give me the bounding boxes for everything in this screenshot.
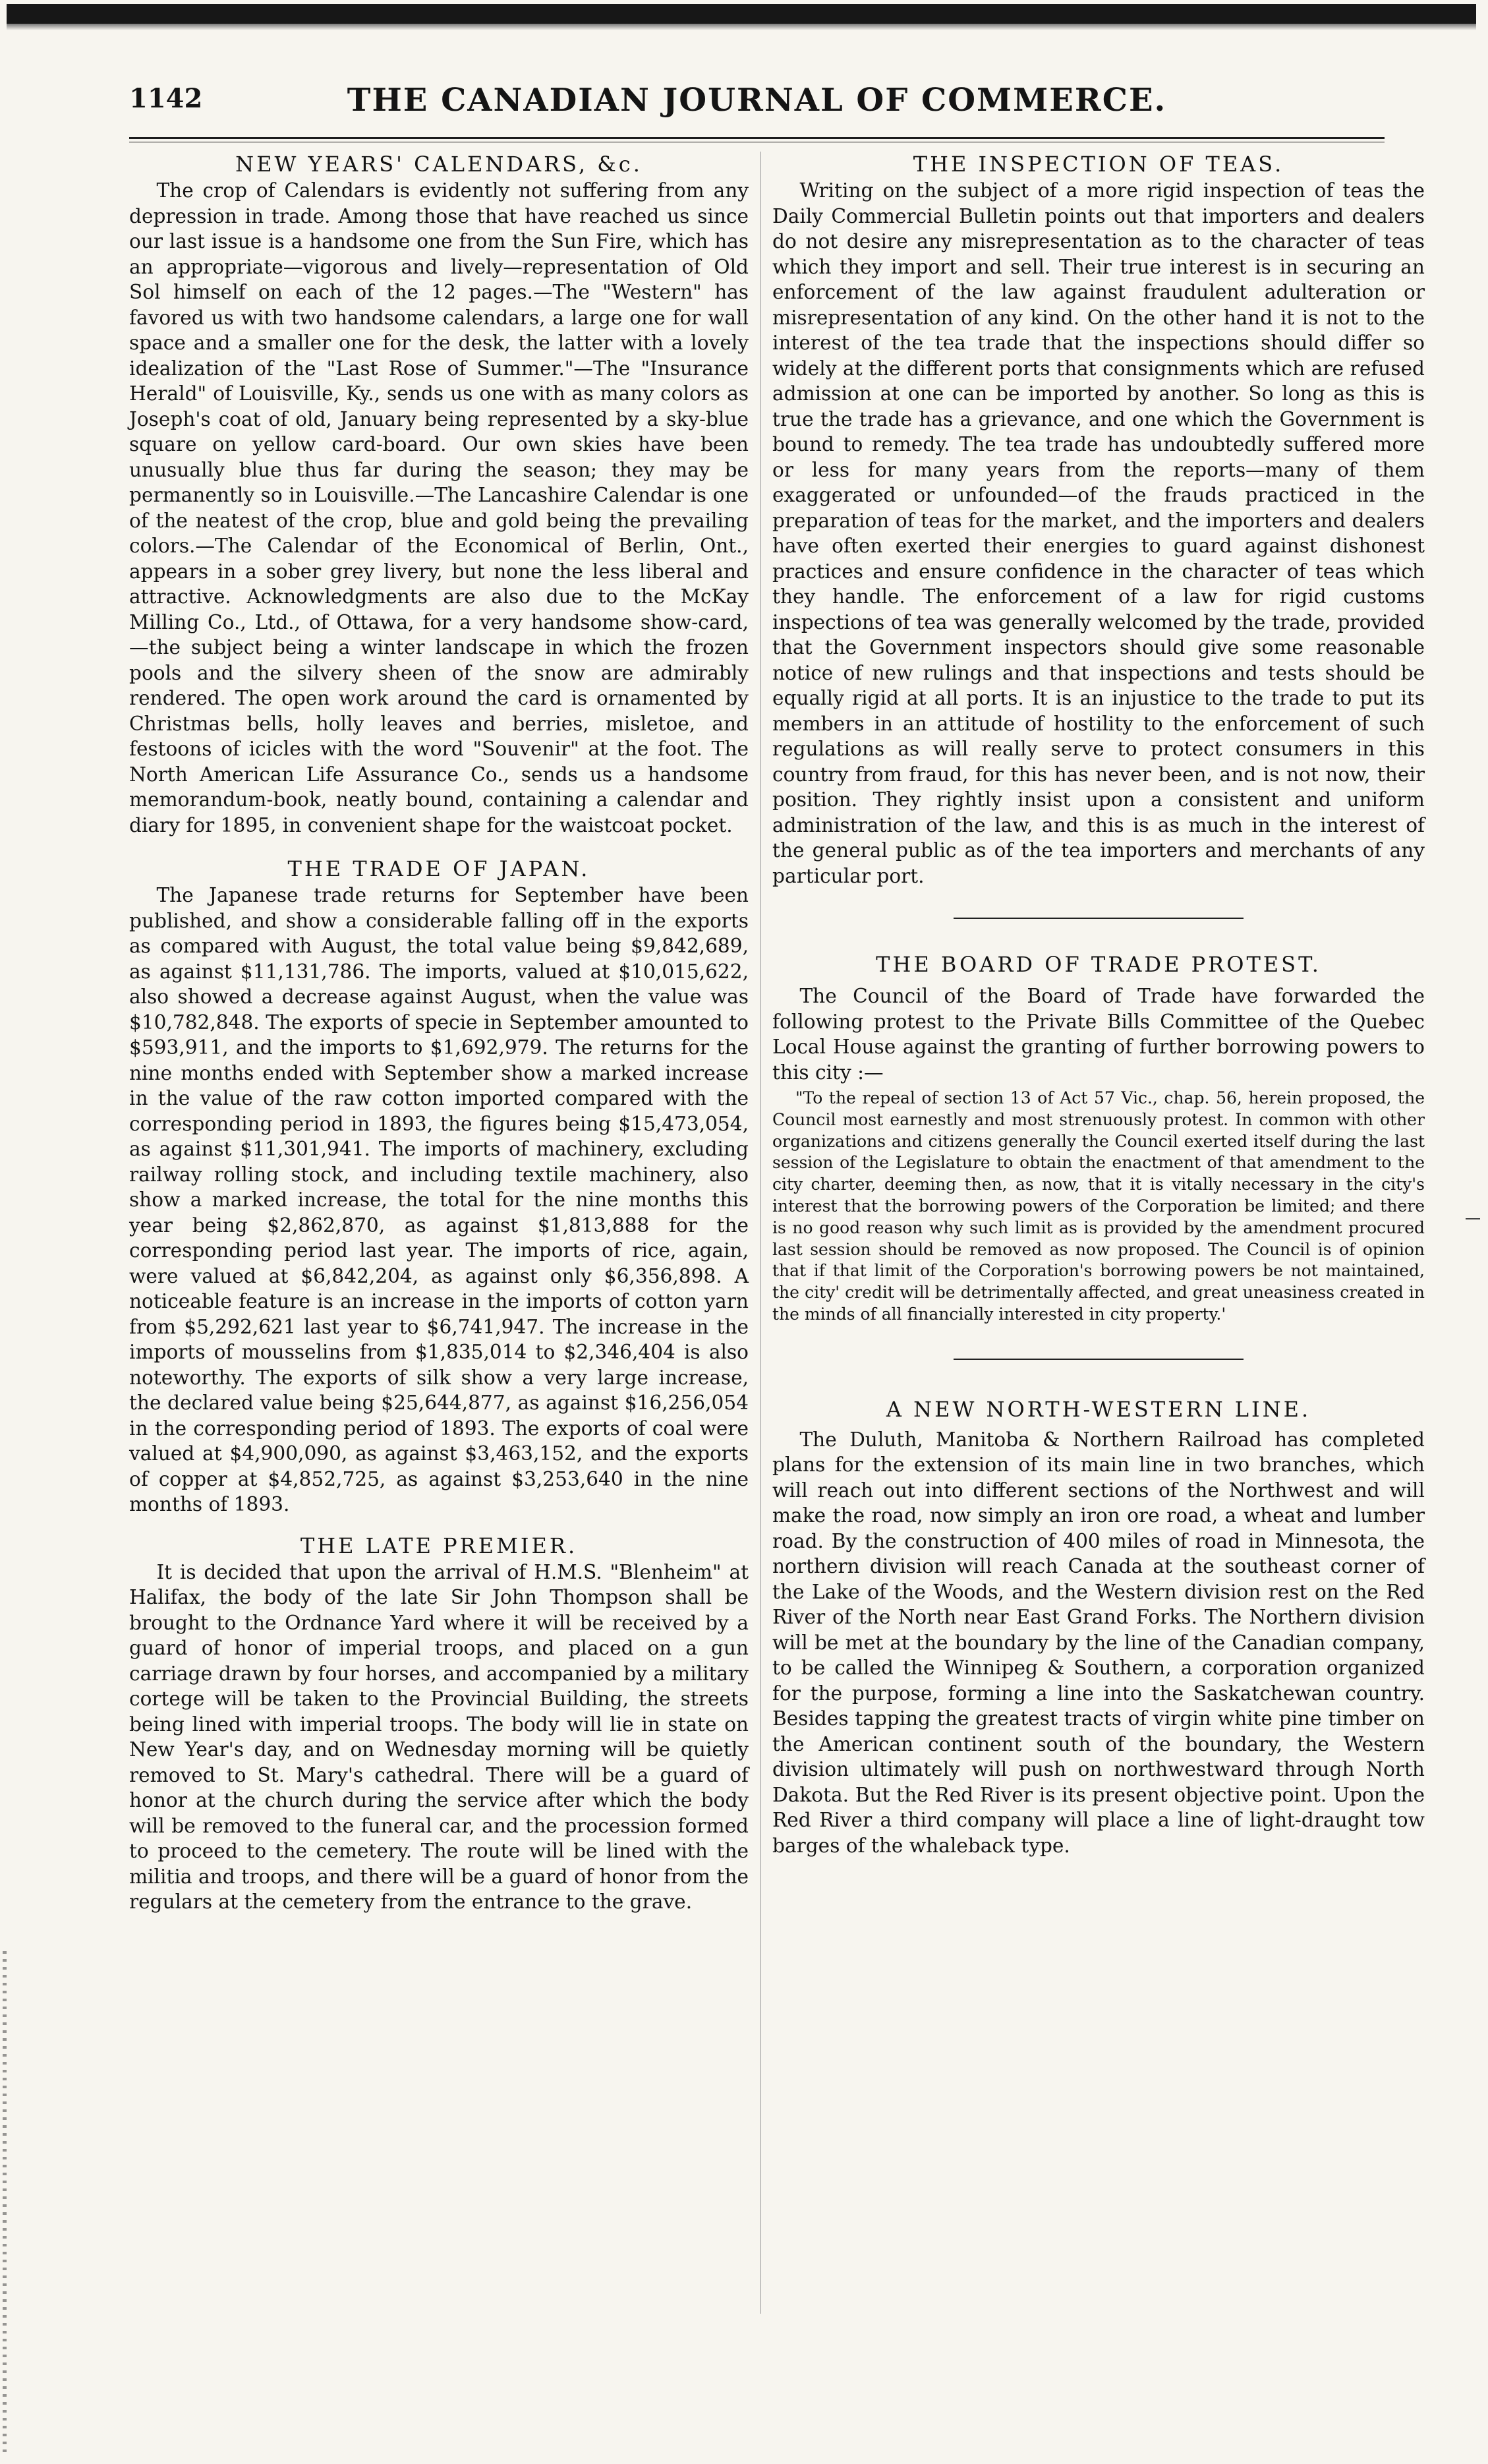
article-body: It is decided that upon the arrival of H.M.S. "Blenheim" at Halifax, the body of the late Sir John Thompson shall be brought to the Ordnance Yard where it will be received by a guard of honor of imperial troops, and placed on a gun carriage drawn by four horses, and accompanied by a military cortege will be taken to the Provincial Building, the streets being lined with imperial troops. The body will lie in state on New Year's day, and on Wednesday morning will be quietly removed to St. Mary's cathedral. There will be a guard of honor at the church during the service after which the body will be removed to the funeral car, and the procession formed to proceed to the cemetery. The route will be lined with the militia and troops, and there will be a guard of honor from the regulars at the cemetery from the entrance to the grave. xyxy=(129,1560,749,1913)
article-late-premier xyxy=(129,1532,749,1915)
article-body: The Japanese trade returns for September have been published, and show a considerable falling off in the exports as compared with August, the total value being $9,842,689, as against $11,131,786. The imports, valued at $10,015,622, also showed a decrease against August, when the value was $10,782,848. The exports of specie in September amounted to $593,911, and the imports to $1,692,979. The returns for the nine months ended with September show a marked increase in the value of the raw cotton imported compared with the corresponding period in 1893, the figures being $15,473,054, as against $11,301,941. The imports of machinery, excluding railway rolling stock, and including textile machinery, also show a marked increase, the total for the nine months this year being $2,862,870, as against $1,813,888 for the corresponding period last year. The imports of rice, again, were valued at $6,842,204, as against only $6,356,898. A noticeable feature is an increase in the imports of cotton yarn from $5,292,621 last year to $6,741,947. The increase in the imports of mousselins from $1,835,014 to $2,346,404 is also noteworthy. The exports of silk show a very large increase, the declared value being $25,644,877, as against $16,256,054 in the corresponding period of 1893. The exports of coal were valued at $4,900,090, as against $3,463,152, and the exports of copper at $4,852,725, as against $3,253,640 in the nine months of 1893. xyxy=(129,884,749,1515)
article-inspection-of-teas xyxy=(772,150,1425,889)
article-trade-of-japan xyxy=(129,855,749,1517)
article-heading: THE LATE PREMIER. xyxy=(300,1533,578,1558)
article-board-of-trade-protest xyxy=(772,951,1425,1326)
article-heading: NEW YEARS' CALENDARS, &c. xyxy=(235,152,643,177)
article-heading: THE TRADE OF JAPAN. xyxy=(287,856,590,881)
margin-mark xyxy=(1466,1218,1480,1219)
journal-title: THE CANADIAN JOURNAL OF COMMERCE. xyxy=(347,82,1167,119)
right-column xyxy=(772,150,1425,1858)
article-body: Writing on the subject of a more rigid inspection of teas the Daily Commercial Bulletin points out that importers and dealers do not desire any misrepresentation as to the character of teas which they import and sell. Their true interest is in securing an enforcement of the law against fraudulent adulteration or misrepresentation of any kind. On the other hand it is not to the interest of the tea trade that the inspections should differ so widely at the different ports that consignments which are refused admission at one can be imported by another. So long as this is true the trade has a grievance, and one which the Government is bound to remedy. The tea trade has undoubtedly suffered more or less for many years from the reports—many of them exaggerated or unfounded—of the frauds practiced in the preparation of teas for the market, and the importers and dealers have often exerted their energies to guard against dishonest practices and ensure confidence in the character of teas which they handle. The enforcement of a law for rigid customs inspections of tea was generally welcomed by the trade, provided that the Government inspectors should give some reasonable notice of new rulings and that inspections and tests should be equally rigid at all ports. It is an injustice to the trade to put its members in an attitude of hostility to the enforcement of such regulations as will really serve to protect consumers in this country from fraud, for this has never been, and is not now, their position. They rightly insist upon a consistent and uniform administration of the law, and this is as much in the interest of the general public as of the tea importers and merchants of any particular port. xyxy=(772,179,1425,887)
page-number: 1142 xyxy=(129,83,203,114)
article-body: The Duluth, Manitoba & Northern Railroad has completed plans for the extension of its main line in two branches, which will reach out into different sections of the Northwest and will make the road, now simply an iron ore road, a wheat and lumber road. By the construction of 400 miles of road in Minnesota, the northern division will reach Canada at the southeast corner of the Lake of the Woods, and the Western division rest on the Red River of the North near East Grand Forks. The Northern division will be met at the boundary by the line of the Canadian company, to be called the Winnipeg & Southern, a corporation organized for the purpose, forming a line into the Saskatchewan country. Besides tapping the greatest tracts of virgin white pine timber on the American continent south of the boundary, the Western division ultimately will push on northwestward through North Dakota. But the Red River is its present objective point. Upon the Red River a third company will place a line of light-draught tow barges of the whaleback type. xyxy=(772,1428,1425,1857)
column-divider xyxy=(760,152,761,2314)
protest-quote: "To the repeal of section 13 of Act 57 Vic., chap. 56, herein proposed, the Council most earnestly and most strenuously protest. In common with other organizations and citizens generally the Council exerted itself during the last session of the Legislature to obtain the enactment of that amendment to the city charter, deeming then, as now, that it is vitally necessary in the city's interest that the borrowing powers of the Corporation be limited; and there is no good reason why such limit as is provided by the amendment procured last session should be removed as now proposed. The Council is of opinion that if that limit of the Corporation's borrowing powers be not maintained, the city' credit will be detrimentally affected, and great uneasiness created in the minds of all financially interested in city property.' xyxy=(772,1088,1425,1324)
section-separator xyxy=(954,1359,1244,1360)
article-body: The Council of the Board of Trade have forwarded the following protest to the Private Bills Committee of the Quebec Local House against the granting of further borrowing powers to this city :— xyxy=(772,985,1425,1084)
article-calendars xyxy=(129,150,749,838)
article-heading: THE BOARD OF TRADE PROTEST. xyxy=(876,952,1321,977)
left-column xyxy=(129,150,749,1915)
header-rule-top xyxy=(129,137,1385,139)
scan-edge-mark xyxy=(3,1951,7,2452)
top-border-bar xyxy=(7,4,1476,24)
article-body: The crop of Calendars is evidently not suffering from any depression in trade. Among those that have reached us since our last issue is a handsome one from the Sun Fire, which has an appropriate—vigorous and lively—representation of Old Sol himself on each of the 12 pages.—The "Western" has favored us with two handsome calendars, a large one for wall space and a smaller one for the desk, the latter with a lovely idealization of the "Last Rose of Summer."—The "Insurance Herald" of Louisville, Ky., sends us one with as many colors as Joseph's coat of old, January being represented by a sky-blue square on yellow card-board. Our own skies have been unusually blue thus far during the season; they may be permanently so in Louisville.—The Lancashire Calendar is one of the neatest of the crop, blue and gold being the prevailing colors.—The Calendar of the Economical of Berlin, Ont., appears in a sober grey livery, but none the less liberal and attractive. Acknowledgments are also due to the McKay Milling Co., Ltd., of Ottawa, for a very handsome show-card, —the subject being a winter landscape in which the frozen pools and the silvery sheen of the snow are admirably rendered. The open work around the card is ornamented by Christmas bells, holly leaves and berries, misletoe, and festoons of icicles with the word "Souvenir" at the foot. The North American Life Assurance Co., sends us a handsome memorandum-book, neatly bound, containing a calendar and diary for 1895, in convenient shape for the waistcoat pocket. xyxy=(129,179,749,836)
article-heading: THE INSPECTION OF TEAS. xyxy=(913,152,1284,177)
article-heading: A NEW NORTH-WESTERN LINE. xyxy=(886,1396,1311,1422)
top-border-fade xyxy=(7,24,1476,30)
page-header xyxy=(129,78,1385,131)
section-separator xyxy=(954,918,1244,919)
article-north-western-line xyxy=(772,1395,1425,1859)
